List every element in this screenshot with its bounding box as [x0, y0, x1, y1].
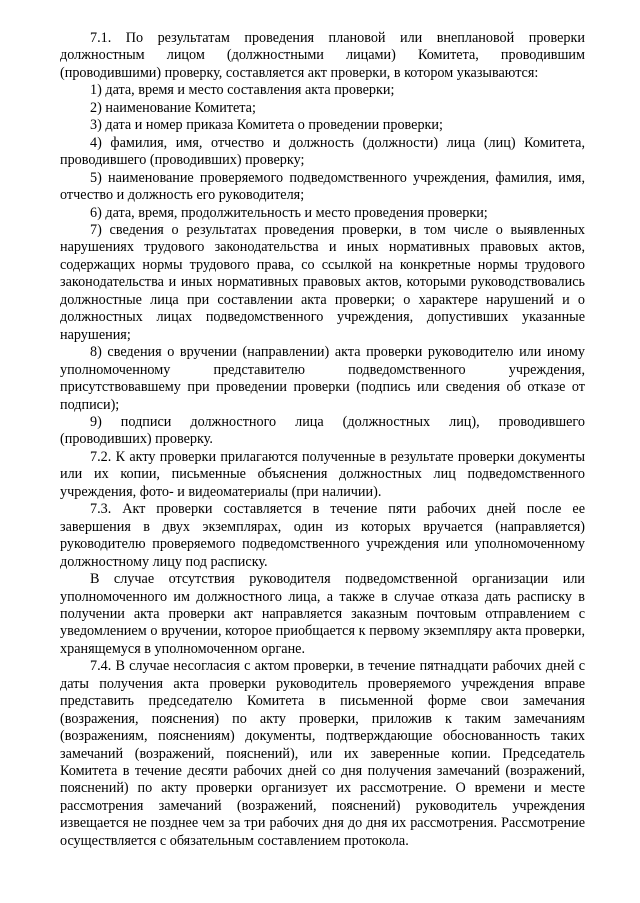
paragraph-7-2: 7.2. К акту проверки прилагаются полученные в результате проверки документы или их копии, письменные объяснения должностных лиц подведомственного учреждения, фото- и видеоматериалы (при наличии). — [60, 448, 585, 500]
list-item-7: 7) сведения о результатах проведения проверки, в том числе о выявленных нарушениях трудового законодательства и иных нормативных правовых актов, содержащих нормы трудового права, со ссылкой на конкретные нормы трудового законодательства и иных нормативных правовых актов, которыми руководствовались должностные лица при составлении акта проверки; о характере нарушений и о должностных лицах подведомственного учреждения, допустивших указанные нарушения; — [60, 221, 585, 343]
list-item-3: 3) дата и номер приказа Комитета о проведении проверки; — [90, 117, 443, 134]
list-item-6: 6) дата, время, продолжительность и место проведения проверки; — [90, 204, 488, 221]
list-item-2: 2) наименование Комитета; — [90, 99, 256, 116]
paragraph-7-1: 7.1. По результатам проведения плановой или внеплановой проверки должностным лицом (должностными лицами) Комитета, проводившим (проводившими) проверку, составляется акт проверки, в котором указываются: — [60, 30, 585, 81]
paragraph-absence-case: В случае отсутствия руководителя подведомственной организации или уполномоченного им должностного лица, а также в случае отказа дать расписку в получении акта проверки акт направляется заказным почтовым отправлением с уведомлением о вручении, которое приобщается к первому экземпляру акта проверки, хранящемуся в уполномоченном органе. — [60, 571, 585, 657]
list-item-5: 5) наименование проверяемого подведомственного учреждения, фамилия, имя, отчество и должность его руководителя; — [60, 169, 585, 204]
list-item-1: 1) дата, время и место составления акта проверки; — [90, 82, 395, 99]
list-item-9: 9) подписи должностного лица (должностных лиц), проводившего (проводивших) проверку. — [60, 413, 585, 448]
document-page — [60, 30, 585, 850]
list-item-8: 8) сведения о вручении (направлении) акта проверки руководителю или иному уполномоченному представителю подведомственного учреждения, присутствовавшему при проведении проверки (подпись или сведения об отказе от подписи); — [60, 344, 585, 413]
paragraph-7-4: 7.4. В случае несогласия с актом проверки, в течение пятнадцати рабочих дней с даты получения акта проверки руководитель проверяемого учреждения вправе представить председателю Комитета в письменной форме свои замечания (возражения, пояснения) по акту проверки, приложив к таким замечаниям (возражениям, пояснениям) документы, подтверждающие обоснованность таких замечаний (возражений, пояснений), или их заверенные копии. Председатель Комитета в течение десяти рабочих дней со дня получения замечаний (возражений, пояснений) по акту проверки организует их рассмотрение. О времени и месте рассмотрения замечаний (возражений, пояснений) руководитель учреждения извещается не позднее чем за три рабочих дня до дня их рассмотрения. Рассмотрение осуществляется с обязательным составлением протокола. — [60, 658, 585, 849]
list-item-4: 4) фамилия, имя, отчество и должность (должности) лица (лиц) Комитета, проводившего (проводивших) проверку; — [60, 134, 585, 169]
paragraph-7-3: 7.3. Акт проверки составляется в течение пяти рабочих дней после ее завершения в двух экземплярах, один из которых вручается (направляется) руководителю проверяемого подведомственного учреждения или уполномоченному должностному лицу под расписку. — [60, 501, 585, 570]
